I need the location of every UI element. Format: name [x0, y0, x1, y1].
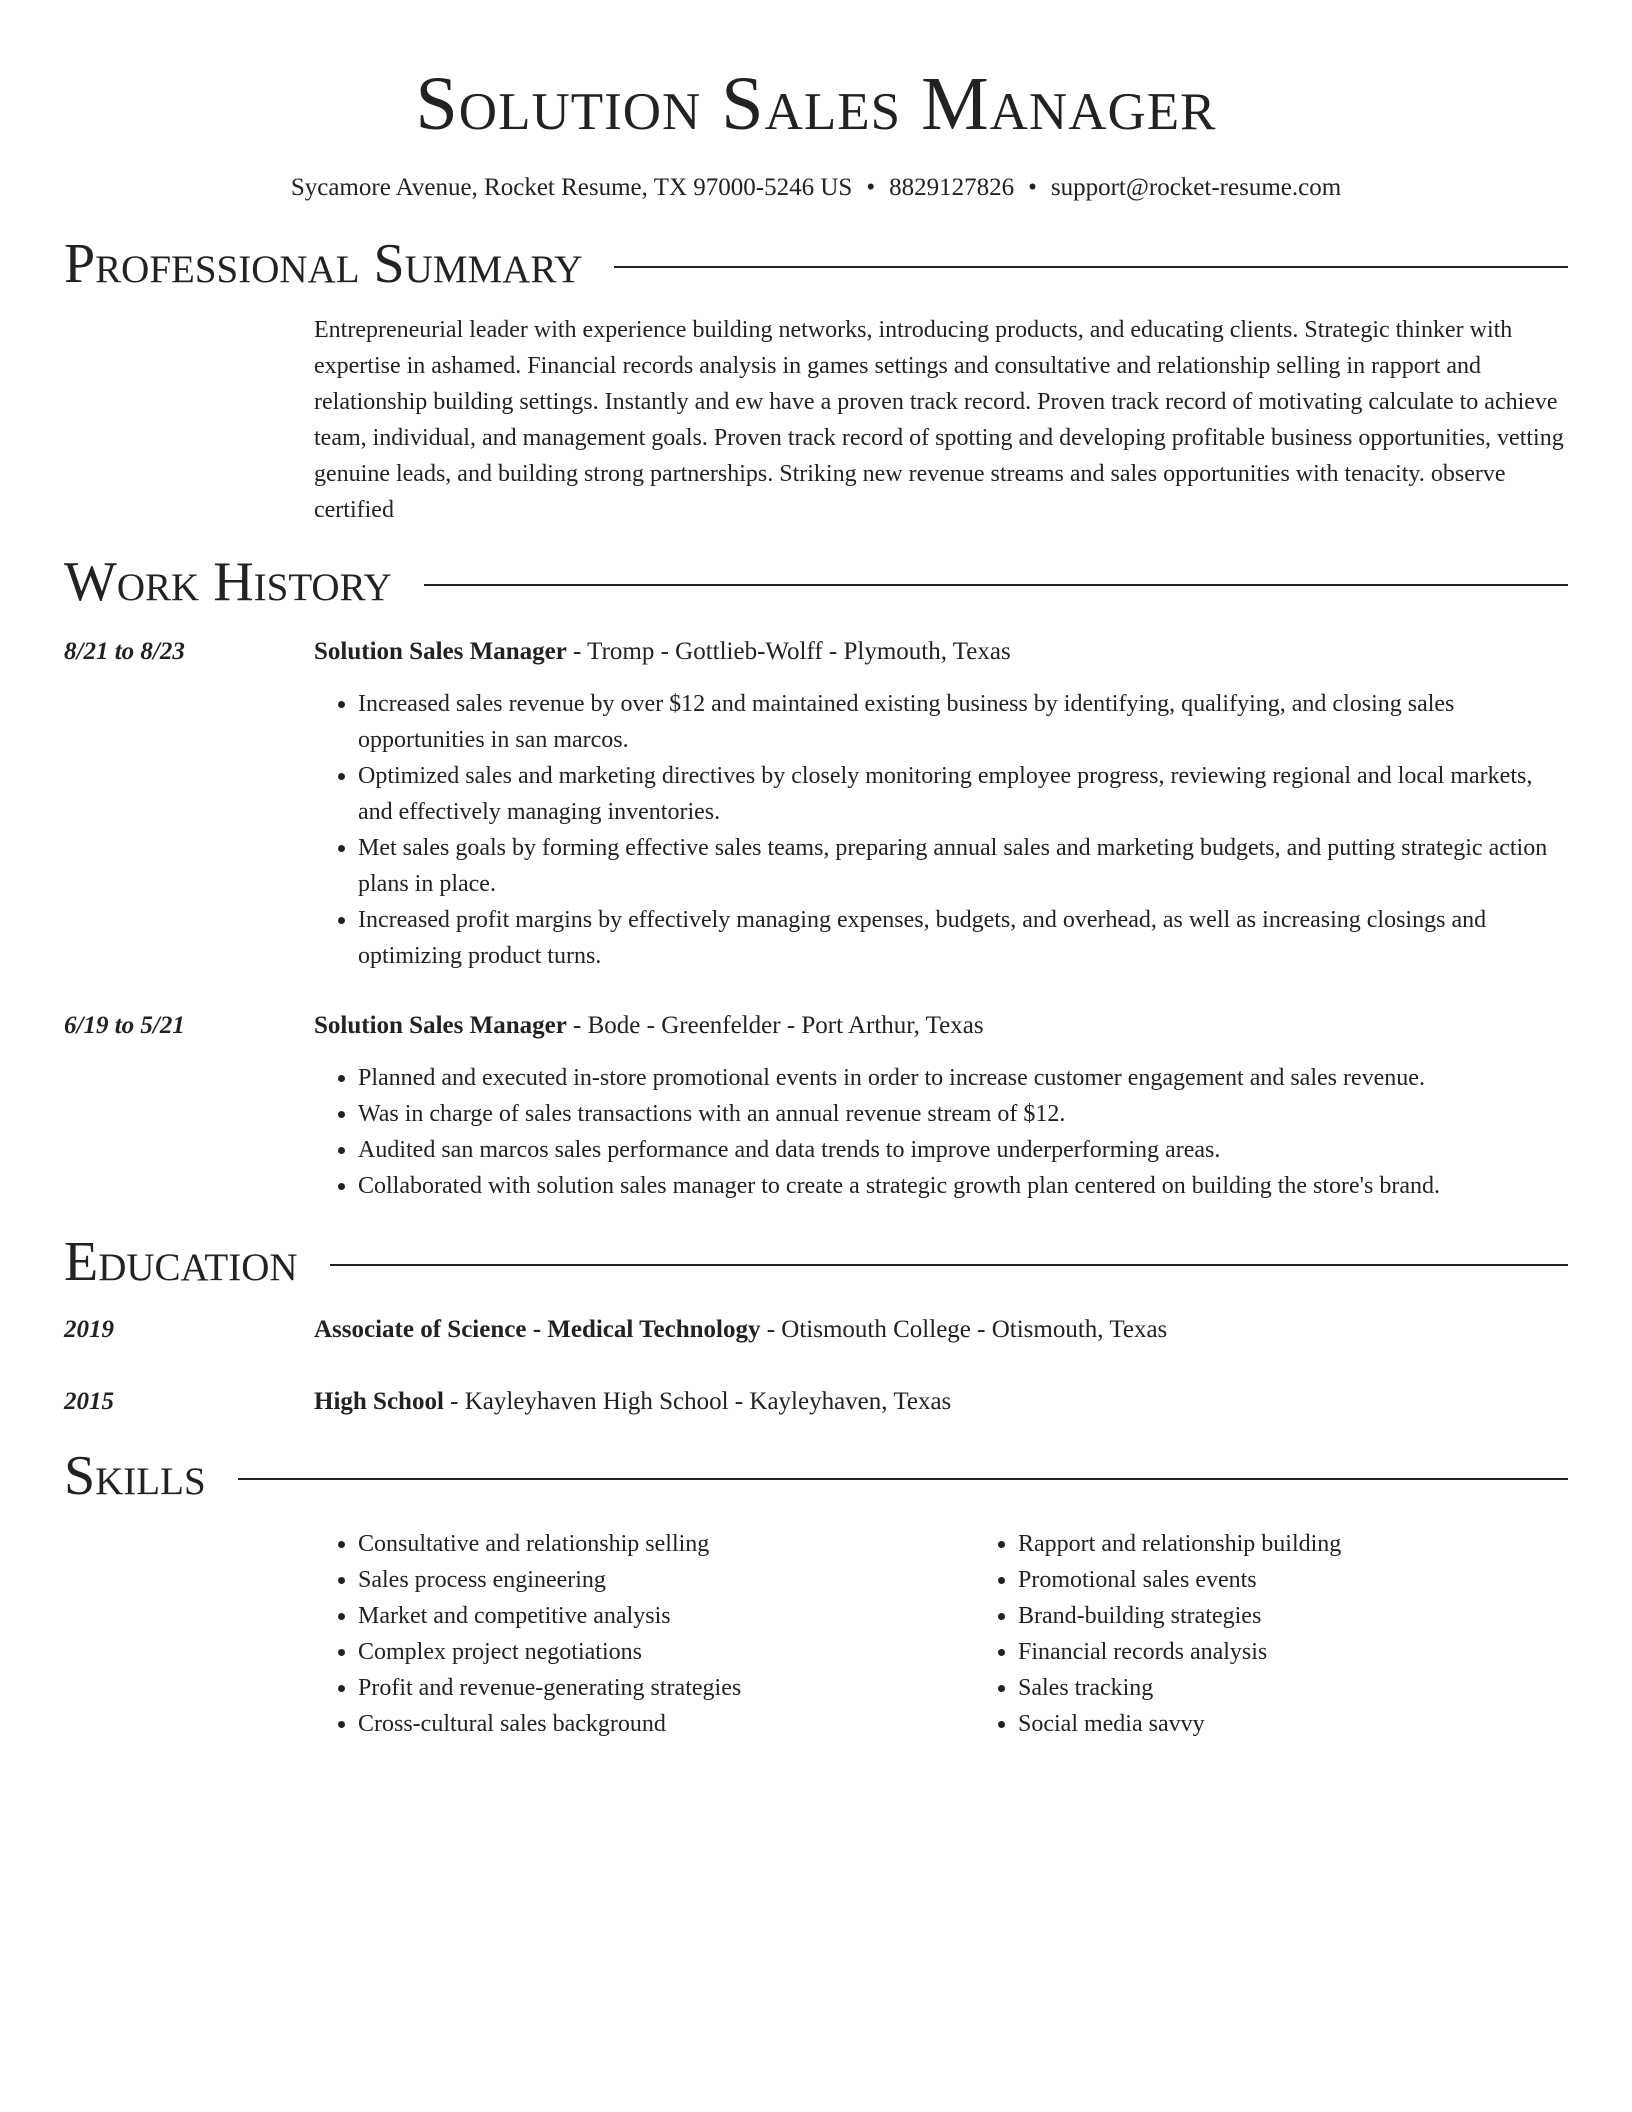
- skill-item: • Social media savvy: [1018, 1706, 1632, 1742]
- job-bullet: • Met sales goals by forming effective sales teams, preparing annual sales and marketing budgets, and putting strategic action plans in place.: [358, 830, 1568, 902]
- contact-line: [64, 172, 1568, 204]
- skill-item: • Consultative and relationship selling: [358, 1526, 974, 1562]
- job-bullet: • Was in charge of sales transactions with an annual revenue stream of $12.: [358, 1096, 1568, 1132]
- skills-left-spacer: [64, 1526, 314, 1742]
- education-heading-line: [314, 1384, 1568, 1420]
- skill-item: • Sales process engineering: [358, 1562, 974, 1598]
- summary-heading: Professional Summary: [64, 233, 583, 295]
- skills-list-right: [974, 1526, 1632, 1742]
- work-section-header: [64, 550, 1568, 614]
- skills-row: [64, 1526, 1568, 1742]
- job-dates: 6/19 to 5/21: [64, 1012, 185, 1039]
- job-heading: [314, 1008, 1568, 1044]
- summary-text: Entrepreneurial leader with experience building networks, introducing products, and educating clients. Strategic thinker with expertise in ashamed. Financial records analysis in games settings and consultative and relationship selling in rapport and relationship building settings. Instantly and ew have a proven track record. Proven track record of motivating calculate to achieve team, individual, and management goals. Proven track record of spotting and developing profitable business opportunities, vetting genuine leads, and building strong partnerships. Striking new revenue streams and sales opportunities with tenacity. observe certified: [314, 317, 1564, 523]
- job-bullet: • Optimized sales and marketing directives by closely monitoring employee progress, reviewing regional and local markets, and effectively managing inventories.: [358, 758, 1568, 830]
- candidate-name: Solution Sales Manager: [415, 62, 1217, 146]
- job-title: Solution Sales Manager: [314, 1012, 567, 1039]
- contact-separator: •: [866, 174, 876, 201]
- job-entry: [64, 634, 1568, 974]
- skills-grid: [314, 1526, 1632, 1742]
- education-degree: Associate of Science - Medical Technology: [314, 1316, 761, 1343]
- education-degree: High School: [314, 1388, 444, 1415]
- education-year: 2019: [64, 1316, 114, 1343]
- skills-heading: Skills: [64, 1445, 206, 1507]
- education-details: - Otismouth College - Otismouth, Texas: [760, 1316, 1168, 1343]
- job-dates: 8/21 to 8/23: [64, 638, 185, 665]
- job-bullet: • Collaborated with solution sales manager to create a strategic growth plan centered on building the store's brand.: [358, 1168, 1568, 1204]
- education-entry: [64, 1384, 1568, 1420]
- job-bullet: • Audited san marcos sales performance and data trends to improve underperforming areas.: [358, 1132, 1568, 1168]
- contact-phone: 8829127826: [889, 174, 1015, 201]
- work-heading: Work History: [64, 551, 392, 613]
- education-heading-line: [314, 1312, 1568, 1348]
- education-section-header: [64, 1230, 1568, 1294]
- skill-item: • Complex project negotiations: [358, 1634, 974, 1670]
- section-divider: [614, 266, 1568, 268]
- summary-row: [64, 312, 1568, 528]
- skills-section-header: [64, 1444, 1568, 1508]
- contact-separator: •: [1028, 174, 1037, 201]
- skill-item: • Promotional sales events: [1018, 1562, 1632, 1598]
- job-details: - Bode - Greenfelder - Port Arthur, Texas: [566, 1012, 984, 1039]
- summary-section-header: [64, 232, 1568, 296]
- contact-address: Sycamore Avenue, Rocket Resume, TX 97000-5246 US: [290, 174, 853, 201]
- job-bullet: • Increased sales revenue by over $12 and maintained existing business by identifying, qualifying, and closing sales opportunities in san marcos.: [358, 686, 1568, 758]
- education-year: 2015: [64, 1388, 114, 1415]
- summary-left-spacer: [64, 312, 314, 528]
- job-bullets: [314, 1060, 1568, 1204]
- resume-page: [64, 0, 1568, 1742]
- job-heading: [314, 634, 1568, 670]
- skill-item: • Cross-cultural sales background: [358, 1706, 974, 1742]
- education-entry: [64, 1312, 1568, 1348]
- section-divider: [424, 584, 1568, 586]
- job-title: Solution Sales Manager: [314, 638, 567, 665]
- education-details: - Kayleyhaven High School - Kayleyhaven, Texas: [443, 1388, 952, 1415]
- skill-item: • Rapport and relationship building: [1018, 1526, 1632, 1562]
- skill-item: • Brand-building strategies: [1018, 1598, 1632, 1634]
- job-bullet: • Planned and executed in-store promotional events in order to increase customer engagement and sales revenue.: [358, 1060, 1568, 1096]
- skill-item: • Profit and revenue-generating strategies: [358, 1670, 974, 1706]
- skill-item: • Sales tracking: [1018, 1670, 1632, 1706]
- education-heading: Education: [64, 1231, 298, 1293]
- job-entry: [64, 1008, 1568, 1204]
- job-bullets: [314, 686, 1568, 974]
- skills-list-left: [314, 1526, 974, 1742]
- section-divider: [330, 1264, 1568, 1266]
- contact-email: support@rocket-resume.com: [1050, 174, 1342, 201]
- section-divider: [238, 1478, 1568, 1480]
- skill-item: • Financial records analysis: [1018, 1634, 1632, 1670]
- skill-item: • Market and competitive analysis: [358, 1598, 974, 1634]
- job-bullet: • Increased profit margins by effectively managing expenses, budgets, and overhead, as well as increasing closings and optimizing product turns.: [358, 902, 1568, 974]
- job-details: - Tromp - Gottlieb-Wolff - Plymouth, Texas: [566, 638, 1011, 665]
